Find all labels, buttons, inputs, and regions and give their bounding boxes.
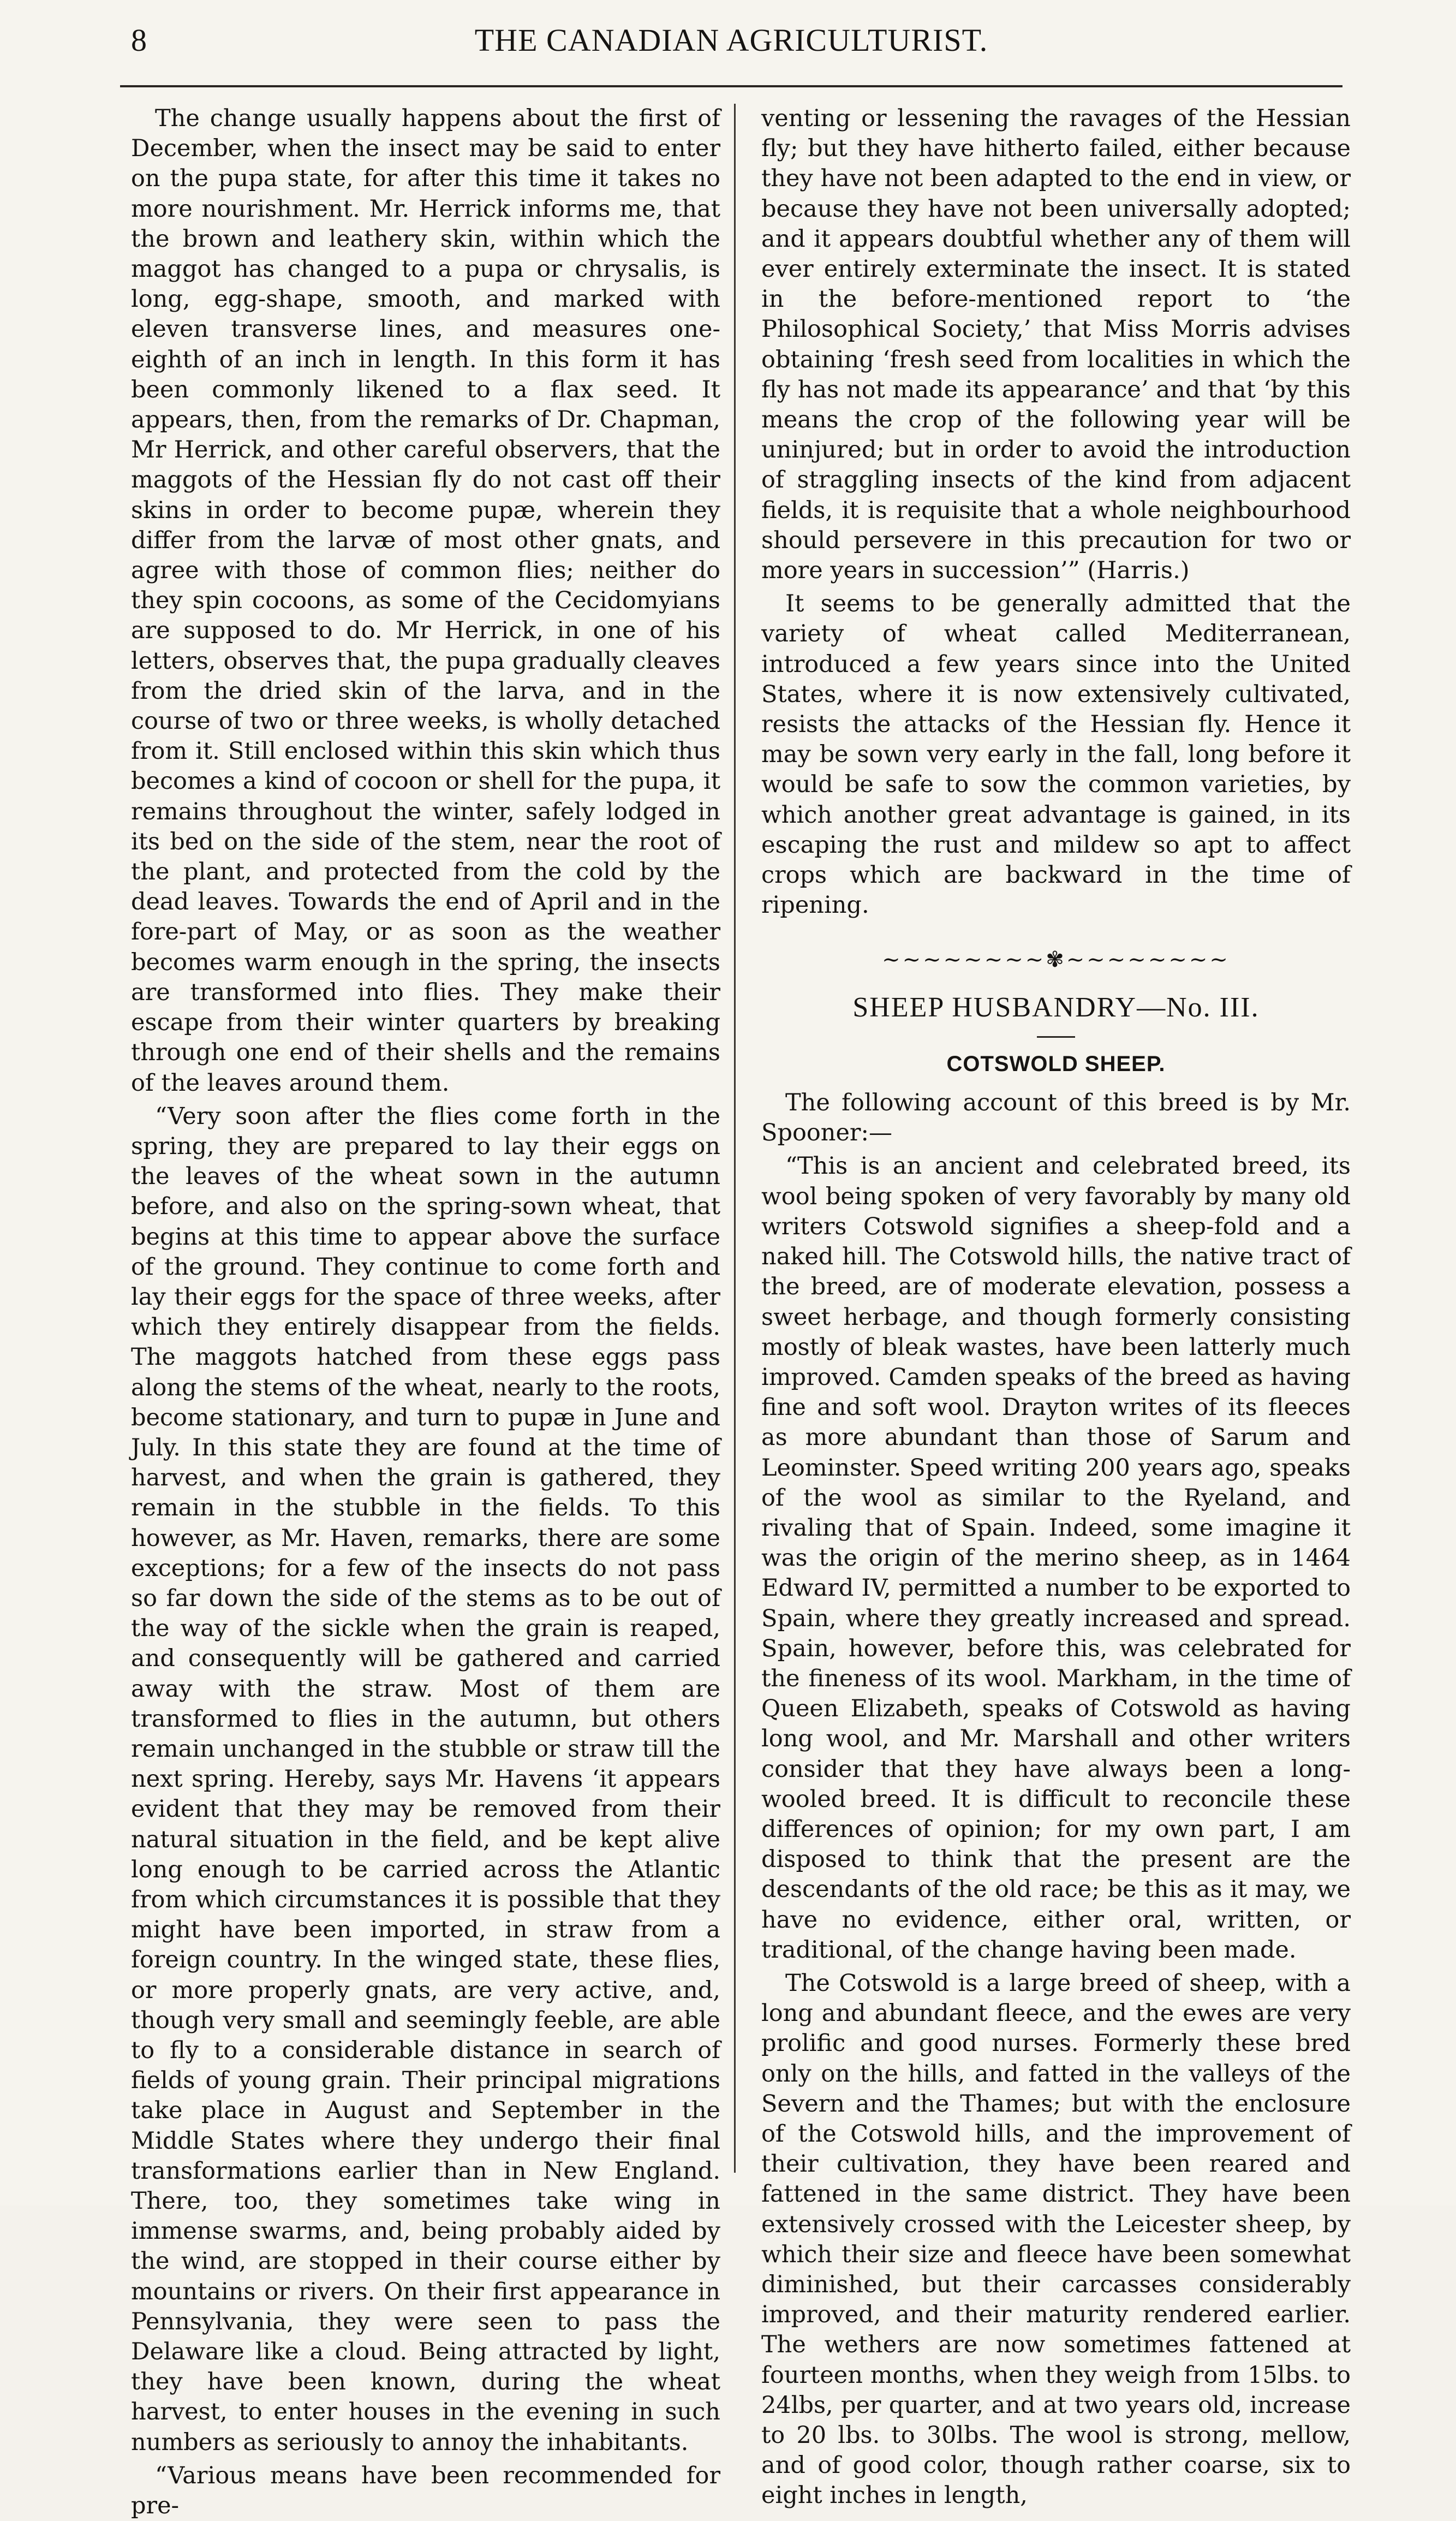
- paragraph: It seems to be generally admitted that the variety of wheat called Mediterranean, introduced a few years since into the United States, where it is now extensively cultivated, resists the attacks of the Hessian fly. Hence it may be sown very early in the fall, long before it would be safe to sow the common varieties, by which another great advantage is gained, in its escaping the rust and mildew so apt to affect crops which are backward in the time of ripening.: [761, 590, 1351, 919]
- column-divider: [734, 104, 736, 2173]
- subsection-title: COTSWOLD SHEEP.: [946, 1052, 1166, 1077]
- right-column: [761, 104, 1351, 2510]
- running-title: THE CANADIAN AGRICULTURIST.: [474, 22, 988, 58]
- paragraph: “Very soon after the flies come forth in the spring, they are prepared to lay their eggs on the leaves of the wheat sown in the autumn before, and also on the spring-sown wheat, that begins at this time to appear above the surface of the ground. They continue to come forth and lay their eggs for the space of three weeks, after which they entirely disappear from the fields. The maggots hatched from these eggs pass along the stems of the wheat, nearly to the roots, become stationary, and turn to pupæ in June and July. In this state they are found at the time of harvest, and when the grain is gathered, they remain in the stubble in the fields. To this however, as Mr. Haven, remarks, there are some exceptions; for a few of the insects do not pass so far down the side of the stems as to be out of the way of the sickle when the grain is reaped, and consequently will be gathered and carried away with the straw. Most of them are transformed to flies in the autumn, but others remain unchanged in the stubble or straw till the next spring. Hereby, says Mr. Havens ‘it appears evident that they may be removed from their natural situation in the field, and be kept alive long enough to be carried across the Atlantic from which circumstances it is possible that they might have been imported, in straw from a foreign country. In the winged state, these flies, or more properly gnats, are very active, and, though very small and seemingly feeble, are able to fly to a considerable distance in search of fields of young grain. Their principal migrations take place in August and September in the Middle States where they undergo their final transformations earlier than in New England. There, too, they sometimes take wing in immense swarms, and, being probably aided by the wind, are stopped in their course either by mountains or rivers. On their first appearance in Pennsylvania, they were seen to pass the Delaware like a cloud. Being attracted by light, they have been known, during the wheat harvest, to enter houses in the evening in such numbers as seriously to annoy the inhabitants.: [131, 1102, 720, 2456]
- paragraph: The change usually happens about the first of December, when the insect may be said to enter on the pupa state, for after this time it takes no more nourishment. Mr. Herrick informs me, that the brown and leathery skin, within which the maggot has changed to a pupa or chrysalis, is long, egg-shape, smooth, and marked with eleven transverse lines, and measures one-eighth of an inch in length. In this form it has been commonly likened to a flax seed. It appears, then, from the remarks of Dr. Chapman, Mr Herrick, and other careful observers, that the maggots of the Hessian fly do not cast off their skins in order to become pupæ, wherein they differ from the larvæ of most other gnats, and agree with those of common flies; neither do they spin cocoons, as some of the Cecidomyians are supposed to do. Mr Herrick, in one of his letters, observes that, the pupa gradually cleaves from the dried skin of the larva, and in the course of two or three weeks, is wholly detached from it. Still enclosed within this skin which thus becomes a kind of cocoon or shell for the pupa, it remains throughout the winter, safely lodged in its bed on the side of the stem, near the root of the plant, and protected from the cold by the dead leaves. Towards the end of April and in the fore-part of May, or as soon as the weather becomes warm enough in the spring, the insects are transformed into flies. They make their escape from their winter quarters by breaking through one end of their shells and the remains of the leaves around them.: [131, 105, 720, 1097]
- ornament-divider: ~~~~~~~~✾~~~~~~~~: [882, 947, 1230, 973]
- page-number: 8: [131, 22, 147, 58]
- paragraph: The following account of this breed is by Mr. Spooner:—: [761, 1089, 1351, 1147]
- header-rule: [120, 85, 1342, 87]
- section-title: SHEEP HUSBANDRY—No. III.: [852, 992, 1260, 1024]
- page-header: [115, 20, 1348, 96]
- paragraph: venting or lessening the ravages of the Hessian fly; but they have hitherto failed, either because they have not been adapted to the end in view, or because they have not been universally adopted; and it appears doubtful whether any of them will ever entirely exterminate the insect. It is stated in the before-mentioned report to ‘the Philosophical Society,’ that Miss Morris advises obtaining ‘fresh seed from localities in which the fly has not made its appearance’ and that ‘by this means the crop of the following year will be uninjured; but in order to avoid the introduction of straggling insects of the kind from adjacent fields, it is requisite that a whole neighbourhood should persevere in this precaution for two or more years in succession’” (Harris.): [761, 105, 1351, 585]
- paragraph: “This is an ancient and celebrated breed, its wool being spoken of very favorably by many old writers Cotswold signifies a sheep-fold and a naked hill. The Cotswold hills, the native tract of the breed, are of moderate elevation, possess a sweet herbage, and though formerly consisting mostly of bleak wastes, have been latterly much improved. Camden speaks of the breed as having fine and soft wool. Drayton writes of its fleeces as more abundant than those of Sarum and Leominster. Speed writing 200 years ago, speaks of the wool as similar to the Ryeland, and rivaling that of Spain. Indeed, some imagine it was the origin of the merino sheep, as in 1464 Edward IV, permitted a number to be exported to Spain, where they greatly increased and spread. Spain, however, before this, was celebrated for the fineness of its wool. Markham, in the time of Queen Elizabeth, speaks of Cotswold as having long wool, and Mr. Marshall and other writers consider that they have always been a long-wooled breed. It is difficult to reconcile these differences of opinion; for my own part, I am disposed to think that the present are the descendants of the old race; be this as it may, we have no evidence, either oral, written, or traditional, of the change having been made.: [761, 1152, 1351, 1964]
- left-column: [131, 104, 720, 2520]
- short-rule: [1037, 1036, 1075, 1038]
- paragraph: The Cotswold is a large breed of sheep, with a long and abundant fleece, and the ewes are very prolific and good nurses. Formerly these bred only on the hills, and fatted in the valleys of the Severn and the Thames; but with the enclosure of the Cotswold hills, and the improvement of their cultivation, they have been reared and fattened in the same district. They have been extensively crossed with the Leicester sheep, by which their size and fleece have been somewhat diminished, but their carcasses considerably improved, and their maturity rendered earlier. The wethers are now sometimes fattened at fourteen months, when they weigh from 15lbs. to 24lbs, per quarter, and at two years old, increase to 20 lbs. to 30lbs. The wool is strong, mellow, and of good color, though rather coarse, six to eight inches in length,: [761, 1969, 1351, 2510]
- paragraph: “Various means have been recommended for pre-: [131, 2461, 720, 2520]
